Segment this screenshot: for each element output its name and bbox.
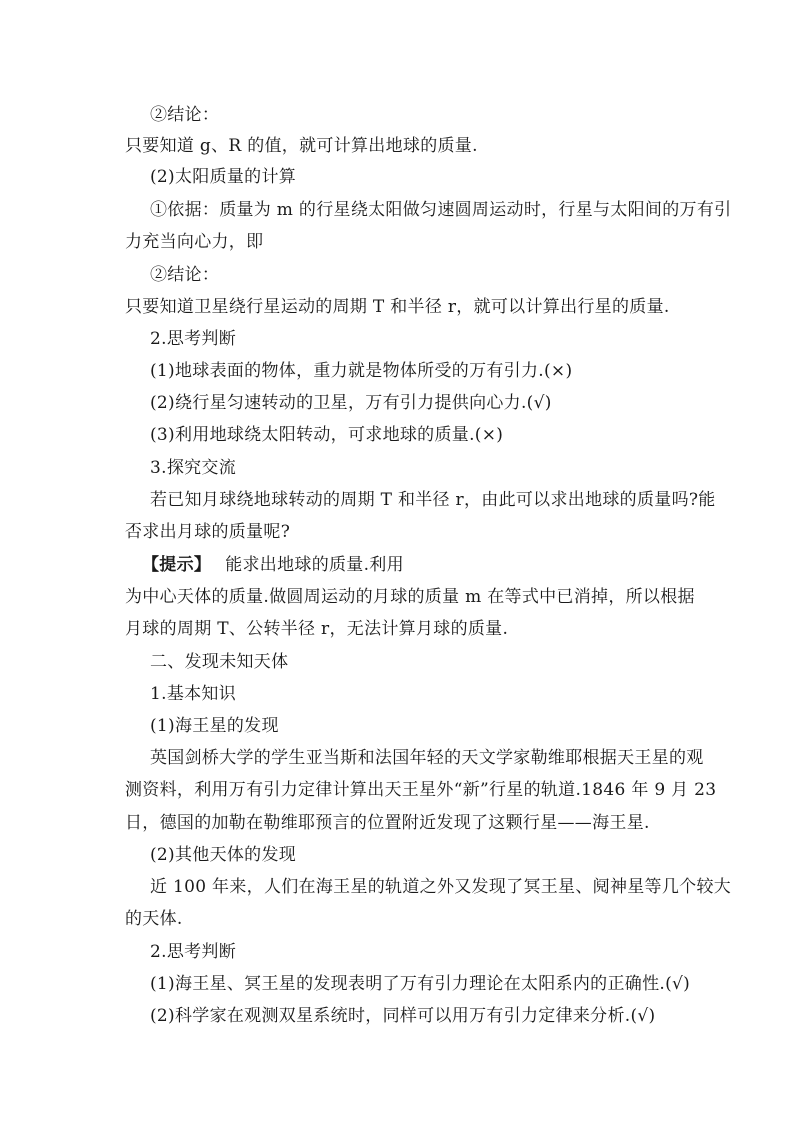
- text-line: (2)科学家在观测双星系统时，同样可以用万有引力定律来分析.(√): [150, 1006, 656, 1026]
- text-line: 1.基本知识: [150, 684, 237, 704]
- text-line: 力充当向心力，即: [125, 232, 264, 252]
- text-line: 为中心天体的质量.做圆周运动的月球的质量 m 在等式中已消掉，所以根据: [125, 587, 695, 607]
- text-line: (1)海王星、冥王星的发现表明了万有引力理论在太阳系内的正确性.(√): [150, 974, 691, 994]
- text-line: 只要知道卫星绕行星运动的周期 T 和半径 r，就可以计算出行星的质量.: [125, 297, 670, 317]
- section-heading: 二、发现未知天体: [150, 652, 289, 672]
- text-line: 否求出月球的质量呢?: [125, 522, 291, 542]
- hint-label: 【提示】: [142, 555, 212, 575]
- text-line: 测资料，利用万有引力定律计算出天王星外“新”行星的轨道.1846 年 9 月 23: [125, 780, 717, 800]
- text-line: ①依据：质量为 m 的行星绕太阳做匀速圆周运动时，行星与太阳间的万有引: [150, 200, 732, 220]
- hint-text: 能求出地球的质量.利用: [225, 555, 404, 575]
- text-line: (2)太阳质量的计算: [150, 167, 297, 187]
- text-line: 只要知道 g、R 的值，就可计算出地球的质量.: [125, 136, 478, 156]
- text-line: ②结论：: [150, 105, 220, 125]
- text-line: (1)地球表面的物体，重力就是物体所受的万有引力.(×): [150, 361, 573, 381]
- text-line: (3)利用地球绕太阳转动，可求地球的质量.(×): [150, 425, 504, 445]
- text-line: 2.思考判断: [150, 942, 237, 962]
- text-line: (2)其他天体的发现: [150, 845, 297, 865]
- text-line: 月球的周期 T、公转半径 r，无法计算月球的质量.: [125, 619, 509, 639]
- text-line: ②结论：: [150, 265, 220, 285]
- text-line: 近 100 年来，人们在海王星的轨道之外又发现了冥王星、阋神星等几个较大: [150, 877, 732, 897]
- text-line: (2)绕行星匀速转动的卫星，万有引力提供向心力.(√): [150, 393, 552, 413]
- text-line: 英国剑桥大学的学生亚当斯和法国年轻的天文学家勒维耶根据天王星的观: [150, 748, 704, 768]
- text-line: 的天体.: [125, 909, 183, 929]
- hint-line: [142, 553, 404, 577]
- text-line: 若已知月球绕地球转动的周期 T 和半径 r，由此可以求出地球的质量吗?能: [150, 490, 716, 510]
- text-line: 日，德国的加勒在勒维耶预言的位置附近发现了这颗行星——海王星.: [125, 813, 650, 833]
- text-line: 3.探究交流: [150, 458, 237, 478]
- text-line: 2.思考判断: [150, 329, 237, 349]
- text-line: (1)海王星的发现: [150, 716, 279, 736]
